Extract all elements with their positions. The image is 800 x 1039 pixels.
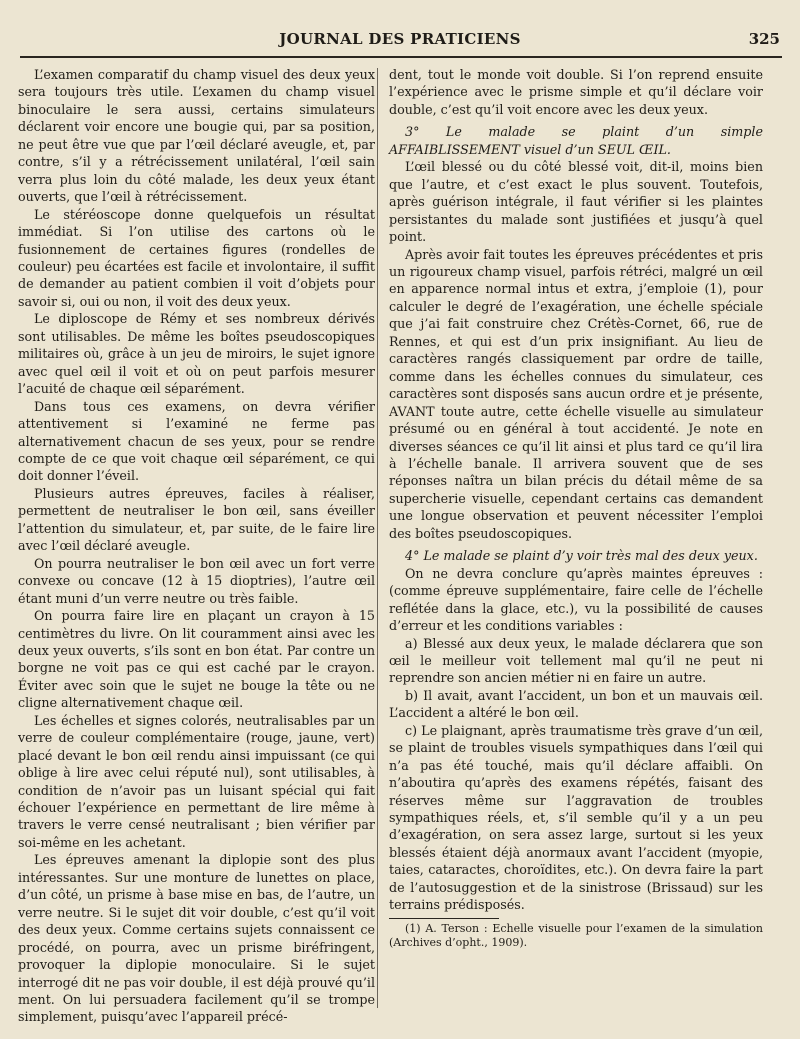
header-rule bbox=[20, 56, 782, 58]
paragraph: L’œil blessé ou du côté blessé voit, dit-il, moins bien que l’autre, et c’est exact le plus souvent. Toutefois, après guérison intégrale, il faut vérifier si les plaintes persistantes du malade sont justifiées et jusqu’à quel point. bbox=[389, 159, 763, 245]
paragraph: Le stéréoscope donne quelquefois un résultat immédiat. Si l’on utilise des cartons où le fusionnement de certaines figures (rondelles de couleur) peu écartées est facile et involontaire, il suffit de demander au patient combien il voit d’objets pour savoir si, oui ou non, il voit des deux yeux. bbox=[18, 206, 375, 309]
paragraph: Le diploscope de Rémy et ses nombreux dérivés sont utilisables. De même les boîtes pseudoscopiques militaires où, grâce à un jeu de miroirs, le sujet ignore avec quel œil il voit et où on peut parfois mesurer l’acuité de chaque œil séparément. bbox=[18, 311, 375, 397]
running-header bbox=[20, 30, 780, 52]
paragraph: On ne devra conclure qu’après maintes épreuves : (comme épreuve supplémentaire, faire celle de l’échelle reflétée dans la glace, etc.), vu la possibilité de causes d’erreur et les conditions variables : bbox=[389, 565, 763, 634]
paragraph: Dans tous ces examens, on devra vérifier attentivement si l’examiné ne ferme pas alternativement chacun de ses yeux, pour se rendre compte de ce que voit chaque œil séparément, ce qui doit donner l’éveil. bbox=[18, 398, 375, 484]
section-heading: 3° Le malade se plaint d’un simple AFFAIBLISSEMENT visuel d’un SEUL ŒIL. bbox=[389, 124, 763, 157]
paragraph: Les épreuves amenant la diplopie sont des plus intéressantes. Sur une monture de lunettes on place, d’un côté, un prisme à base mise en bas, de l’autre, un verre neutre. Si le sujet dit voir double, c’est qu’il voit des deux yeux. Comme certains sujets connaissent ce procédé, on pourra, avec un prisme biréfringent, provoquer la diplopie monoculaire. Si le sujet interrogé dit ne pas voir double, il est déjà prouvé qu’il ment. On lui persuadera facilement qu’il se trompe simplement, puisqu’avec l’appareil précé- bbox=[18, 852, 375, 1025]
page-number: 325 bbox=[748, 30, 780, 48]
right-column bbox=[389, 66, 763, 950]
left-column bbox=[18, 66, 375, 1026]
paragraph: On pourra neutraliser le bon œil avec un fort verre convexe ou concave (12 à 15 dioptries), l’autre œil étant muni d’un verre neutre ou très faible. bbox=[18, 555, 375, 606]
section-heading: 4° Le malade se plaint d’y voir très mal des deux yeux. bbox=[405, 548, 758, 564]
paragraph: b) Il avait, avant l’accident, un bon et un mauvais œil. L’accident a altéré le bon œil. bbox=[389, 687, 763, 721]
paragraph: Après avoir fait toutes les épreuves précédentes et pris un rigoureux champ visuel, parfois rétréci, malgré un œil en apparence normal intus et extra, j’emploie (1), pour calculer le degré de l’exagération, une échelle spéciale que j’ai fait construire chez Crétès-Cornet, 66, rue de Rennes, et qui est d’un prix insignifiant. Au lieu de caractères rangés classiquement par ordre de taille, comme dans les échelles connues du simulateur, ces caractères sont disposés sans aucun ordre et je présente, AVANT toute autre, cette échelle visuelle au simulateur présumé ou en général à tout accidenté. Je note en diverses séances ce qu’il lit ainsi et plus tard ce qu’il lira à l’échelle banale. Il arrivera souvent que de ses réponses naîtra un bilan précis du détail même de sa supercherie visuelle, cependant certains cas demandent une longue observation et peuvent nécessiter l’emploi des boîtes pseudoscopiques. bbox=[389, 246, 763, 541]
paragraph: Les échelles et signes colorés, neutralisables par un verre de couleur complémentaire (rouge, jaune, vert) placé devant le bon œil rendu ainsi impuissant (ce qui oblige à lire avec celui réputé nul), sont utilisables, à condition de n’avoir pas un luisant spécial qui fait échouer l’expérience en permettant de lire même à travers le verre censé neutralisant ; bien vérifier par soi-même en les achetant. bbox=[18, 712, 375, 850]
footnote-rule bbox=[389, 918, 499, 919]
paragraph: On pourra faire lire en plaçant un crayon à 15 centimètres du livre. On lit couramment ainsi avec les deux yeux ouverts, s’ils sont en bon état. Par contre un borgne ne voit pas ce qui est caché par le crayon. Éviter avec soin que le sujet ne bouge la tête ou ne cligne alternativement chaque œil. bbox=[18, 608, 375, 711]
paragraph: dent, tout le monde voit double. Si l’on reprend ensuite l’expérience avec le prisme simple et qu’il déclare voir double, c’est qu’il voit encore avec les deux yeux. bbox=[389, 67, 763, 117]
paragraph: c) Le plaignant, après traumatisme très grave d’un œil, se plaint de troubles visuels sympathiques dans l’œil qui n’a pas été touché, mais qu’il déclare affaibli. On n’aboutira qu’après des examens répétés, faisant des réserves même sur l’aggravation de troubles sympathiques réels, et, s’il semble qu’il y a un peu d’exagération, on sera assez large, surtout si les yeux blessés étaient déjà anormaux avant l’accident (myopie, taies, cataractes, choroïdites, etc.). On devra faire la part de l’autosuggestion et de la sinistrose (Brissaud) sur les terrains prédisposés. bbox=[389, 722, 763, 913]
footnote: (1) A. Terson : Echelle visuelle pour l’examen de la simulation (Archives d’opht., 1909). bbox=[389, 921, 763, 949]
paragraph: L’examen comparatif du champ visuel des deux yeux sera toujours très utile. L’examen du champ visuel binoculaire le sera aussi, certains simulateurs déclarent voir encore une bougie qui, par sa position, ne peut être vue que par l’œil déclaré aveugle, et, par contre, s’il y a rétrécissement unilatéral, l’œil sain verra plus loin du côté malade, les deux yeux étant ouverts, que l’œil à rétrécissement. bbox=[18, 67, 375, 205]
journal-title: JOURNAL DES PRATICIENS bbox=[279, 30, 521, 48]
column-divider bbox=[377, 68, 378, 1008]
paragraph: Plusieurs autres épreuves, faciles à réaliser, permettent de neutraliser le bon œil, sans éveiller l’attention du simulateur, et, par suite, de le faire lire avec l’œil déclaré aveugle. bbox=[18, 485, 375, 554]
paragraph: a) Blessé aux deux yeux, le malade déclarera que son œil le meilleur voit tellement mal qu’il ne peut ni reprendre son ancien métier ni en faire un autre. bbox=[389, 635, 763, 686]
